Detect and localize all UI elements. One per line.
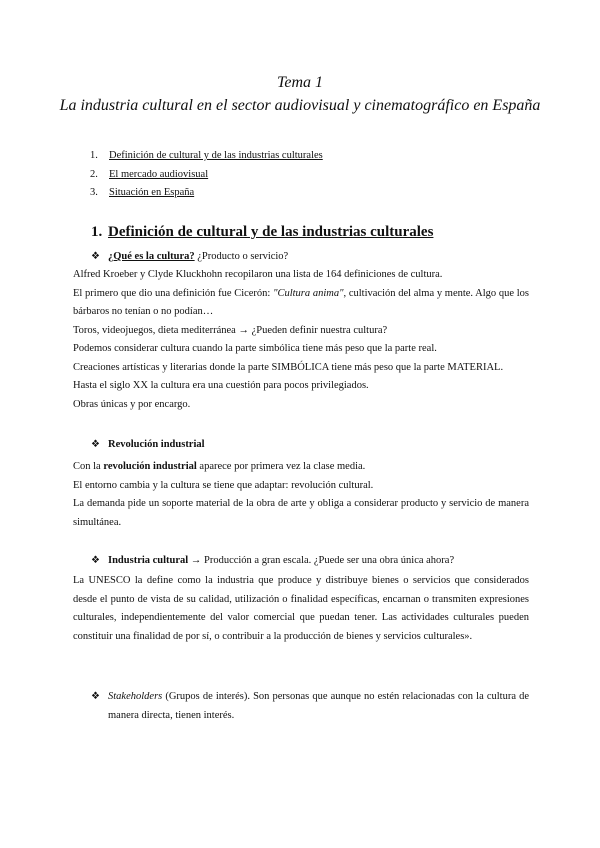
text-line: La demanda pide un soporte material de la obra de arte y obliga a considerar producto y servicio de manera simultánea.	[73, 498, 529, 528]
text-line: Creaciones artísticas y literarias donde la parte SIMBÓLICA tiene más peso que la parte MATERIAL.	[73, 361, 504, 373]
text-line	[73, 458, 529, 477]
diamond-bullet-icon: ❖	[91, 555, 100, 566]
text-line: Obras únicas y por encargo.	[73, 398, 191, 410]
bullet-keyword: Revolución industrial	[108, 439, 205, 450]
toc-link[interactable]: Situación en España	[109, 187, 195, 198]
bullet-rest: ¿Producto o servicio?	[194, 251, 289, 262]
paragraph-block	[73, 266, 529, 414]
text-span: El primero que dio una definición fue Cicerón:	[73, 287, 274, 299]
bullet-keyword: Industria cultural	[108, 555, 189, 566]
section-heading	[91, 224, 433, 241]
text-span: aparece por primera vez la clase media.	[196, 461, 366, 472]
text-line: El entorno cambia y la cultura se tiene que adaptar: revolución cultural.	[73, 479, 374, 491]
toc-link[interactable]: Definición de cultural y de las industrias culturales	[109, 150, 323, 161]
bullet-item	[91, 688, 529, 725]
text-line: Podemos considerar cultura cuando la parte simbólica tiene más peso que la parte real.	[73, 343, 437, 354]
toc-number: 3.	[90, 187, 98, 198]
bullet-text	[108, 555, 454, 566]
section-title: Definición de cultural y de las industrias culturales	[108, 224, 434, 240]
section-number: 1.	[91, 224, 103, 240]
text-line: Alfred Kroeber y Clyde Kluckhohn recopilaron una lista de 164 definiciones de cultura.	[73, 269, 443, 280]
bullet-rest: (Grupos de interés). Son personas que aunque no estén relacionadas con la cultura de manera directa, tienen interés.	[108, 691, 529, 721]
diamond-bullet-icon: ❖	[91, 691, 100, 702]
bullet-rest: → Producción a gran escala. ¿Puede ser una obra única ahora?	[188, 555, 455, 566]
bullet-item	[91, 555, 454, 566]
table-of-contents	[90, 147, 323, 203]
diamond-bullet-icon: ❖	[91, 251, 100, 262]
text-line: Hasta el siglo XX la cultura era una cuestión para pocos privilegiados.	[73, 380, 369, 391]
diamond-bullet-icon: ❖	[91, 439, 100, 450]
italic-keyword: Stakeholders	[108, 691, 163, 702]
bullet-item	[91, 439, 205, 450]
toc-number: 1.	[90, 150, 98, 161]
toc-item	[90, 166, 323, 185]
unesco-paragraph: La UNESCO la define como la industria que produce y distribuye bienes o servicios que considerados desde el punto de vista de su calidad, utilización o finalidad específicas, encarnan o transmiten expresiones culturales, independientemente del valor comercial que puedan tener. Las actividades culturales pueden constituir una finalidad de por sí, o contribuir a la producción de bienes y servicios culturales».	[73, 575, 529, 642]
quote-span: "Cultura anima"	[273, 287, 344, 299]
text-span: , cultivación del alma y mente. Algo que los bárbaros no tenían o no podían…	[73, 287, 529, 317]
toc-item	[90, 184, 323, 203]
toc-link[interactable]: El mercado audiovisual	[109, 168, 209, 180]
bullet-text	[108, 251, 288, 262]
bullet-keyword: ¿Qué es la cultura?	[108, 251, 195, 262]
document-title: La industria cultural en el sector audiovisual y cinematográfico en España	[59, 97, 541, 114]
bullet-text	[108, 688, 529, 725]
toc-item	[90, 147, 323, 166]
text-line: Toros, videojuegos, dieta mediterránea → ¿Pueden definir nuestra cultura?	[73, 324, 388, 336]
text-line	[73, 285, 529, 322]
paragraph-block	[73, 458, 529, 532]
toc-number: 2.	[90, 168, 98, 180]
bold-span: revolución industrial	[103, 461, 197, 472]
text-span: Con la	[73, 461, 104, 472]
topic-heading: Tema 1	[276, 74, 324, 91]
bullet-item	[91, 251, 288, 262]
